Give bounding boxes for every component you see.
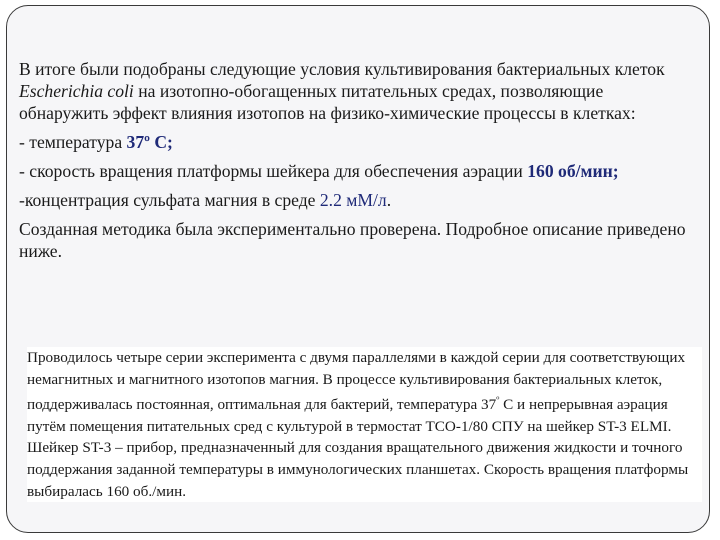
- temperature-value: 37º С;: [126, 132, 173, 152]
- organism-name: Escherichia coli: [19, 81, 134, 101]
- condition-shaker-speed: [19, 160, 697, 182]
- condition-temperature: [19, 131, 697, 153]
- intro-text-2: на изотопно-обогащенных питательных средах, позволяющие обнаружить эффект влияния изотопов на физико-химические процессы в клетках:: [19, 81, 636, 123]
- magnesium-value: 2.2 мМ/л: [319, 190, 387, 210]
- intro-text-1: В итоге были подобраны следующие условия культивирования бактериальных клеток: [19, 59, 665, 79]
- magnesium-label: -концентрация сульфата магния в среде: [19, 190, 320, 210]
- intro-paragraph: [19, 58, 697, 124]
- details-paragraph: [27, 347, 702, 502]
- verification-paragraph: Созданная методика была экспериментально проверена. Подробное описание приведено ниже.: [19, 219, 686, 261]
- shaker-label: - скорость вращения платформы шейкера для обеспечения аэрации: [19, 161, 528, 181]
- shaker-value: 160 об/мин;: [527, 161, 619, 181]
- condition-magnesium: [19, 189, 697, 211]
- details-text-2: С и непрерывная аэрация путём помещения питательных сред с культурой в термостат ТСО-1/80 СПУ на шейкер ST-3 ELMI. Шейкер ST-3 – прибор, предназначенный для создания вращательного движения жидкости и точного поддержания заданной температуры в иммунологических планшетах. Скорость вращения платформы выбиралась 160 об./мин.: [27, 396, 689, 500]
- slide-content: [19, 58, 697, 262]
- details-degree: º: [496, 395, 500, 407]
- details-text-1: Проводилось четыре серии эксперимента с двумя параллелями в каждой серии для соответствующих немагнитных и магнитного изотопов магния. В процессе культивирования бактериальных клеток, поддерживалась постоянная, оптимальная для бактерий, температура 37: [27, 349, 686, 414]
- magnesium-suffix: .: [386, 190, 392, 210]
- temperature-label: - температура: [19, 132, 127, 152]
